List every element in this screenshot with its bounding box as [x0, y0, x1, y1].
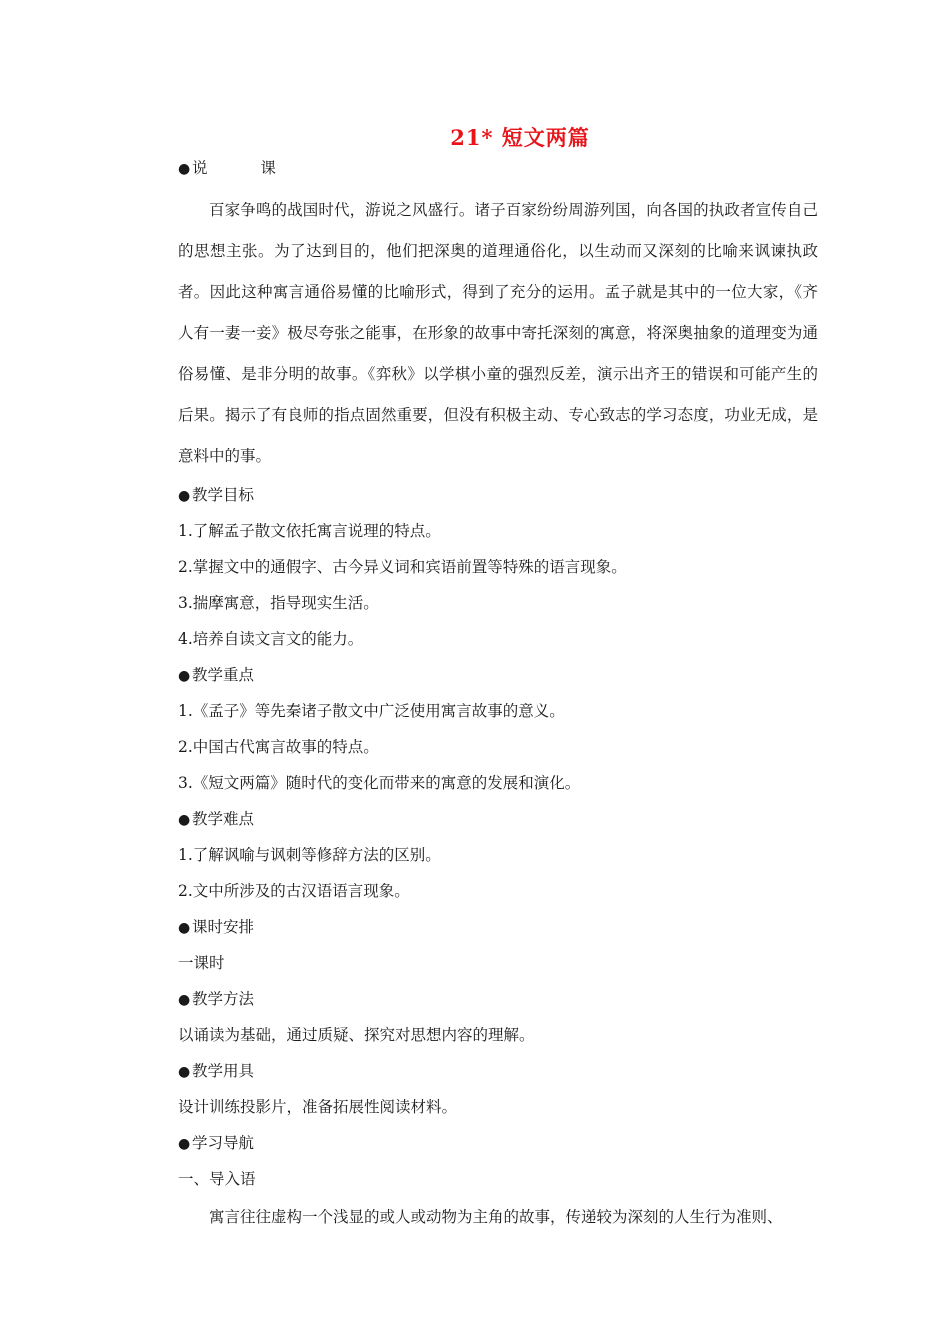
list-item: 2.中国古代寓言故事的特点。	[178, 738, 379, 756]
document-body	[178, 150, 818, 1238]
bullet-icon: ●	[178, 488, 191, 504]
bullet-icon: ●	[178, 668, 191, 684]
list-item: 2.文中所涉及的古汉语语言现象。	[178, 882, 410, 900]
bullet-icon: ●	[178, 161, 191, 177]
section-heading-zhongdian: ● 教学重点	[178, 657, 818, 693]
section-heading-keshi: ● 课时安排	[178, 909, 818, 945]
list-item: 1.了解孟子散文依托寓言说理的特点。	[178, 522, 441, 540]
list-item: 4.培养自读文言文的能力。	[178, 630, 364, 648]
list-item: 3.《短文两篇》随时代的变化而带来的寓意的发展和演化。	[178, 774, 581, 792]
daohang-subheading: 一、导入语	[178, 1170, 256, 1188]
yongju-text: 设计训练投影片，准备拓展性阅读材料。	[178, 1098, 458, 1116]
keshi-text: 一课时	[178, 954, 225, 972]
list-item: 1.了解讽喻与讽刺等修辞方法的区别。	[178, 846, 441, 864]
section-heading-daohang: ● 学习导航	[178, 1125, 818, 1161]
bullet-icon: ●	[178, 920, 191, 936]
section-heading-yongju: ● 教学用具	[178, 1053, 818, 1089]
list-item: 1.《孟子》等先秦诸子散文中广泛使用寓言故事的意义。	[178, 702, 565, 720]
fangfa-text: 以诵读为基础，通过质疑、探究对思想内容的理解。	[178, 1026, 535, 1044]
shuoke-paragraph: 百家争鸣的战国时代，游说之风盛行。诸子百家纷纷周游列国，向各国的执政者宣传自己的思想主张。为了达到目的，他们把深奥的道理通俗化，以生动而又深刻的比喻来讽谏执政者。因此这种寓言通俗易懂的比喻形式，得到了充分的运用。孟子就是其中的一位大家，《齐人有一妻一妾》极尽夸张之能事，在形象的故事中寄托深刻的寓意，将深奥抽象的道理变为通俗易懂、是非分明的故事。《弈秋》以学棋小童的强烈反差，演示出齐王的错误和可能产生的后果。揭示了有良师的指点固然重要，但没有积极主动、专心致志的学习态度，功业无成，是意料中的事。	[178, 201, 818, 465]
bullet-icon: ●	[178, 812, 191, 828]
list-item: 3.揣摩寓意，指导现实生活。	[178, 594, 379, 612]
document-title: 21* 短文两篇	[450, 125, 590, 150]
section-heading-fangfa: ● 教学方法	[178, 981, 818, 1017]
list-item: 2.掌握文中的通假字、古今异义词和宾语前置等特殊的语言现象。	[178, 558, 627, 576]
daohang-paragraph: 寓言往往虚构一个浅显的或人或动物为主角的故事，传递较为深刻的人生行为准则、	[209, 1208, 783, 1226]
bullet-icon: ●	[178, 1064, 191, 1080]
section-heading-shuoke: ● 说 课	[178, 150, 818, 186]
bullet-icon: ●	[178, 1136, 191, 1152]
section-heading-mubiao: ● 教学目标	[178, 477, 818, 513]
bullet-icon: ●	[178, 992, 191, 1008]
section-heading-nandian: ● 教学难点	[178, 801, 818, 837]
